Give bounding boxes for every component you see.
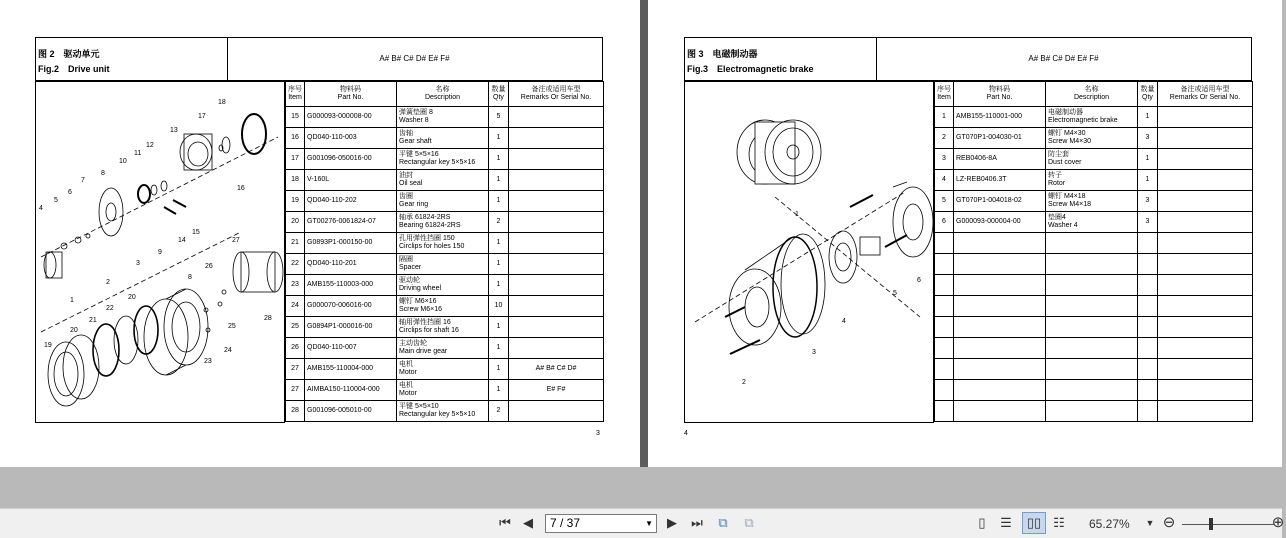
- cell-part-no: QD040-110-007: [305, 338, 397, 359]
- callout-6: 6: [917, 277, 921, 284]
- next-page-icon[interactable]: ▶: [667, 515, 677, 530]
- cell-part-no: G001096-050016-00: [305, 149, 397, 170]
- first-page-icon[interactable]: ⏮: [499, 515, 511, 530]
- cell-part-no: G0894P1-000016-00: [305, 317, 397, 338]
- brake-drawing: [685, 82, 933, 422]
- cell-item: 16: [286, 128, 305, 149]
- cell-qty: 2: [489, 401, 509, 422]
- cell-description: 弹簧垫圈 8 Washer 8: [397, 107, 489, 128]
- cell-description: 主动齿轮 Main drive gear: [397, 338, 489, 359]
- cell-description: 螺钉 M4×18 Screw M4×18: [1046, 191, 1138, 212]
- cell-qty: 5: [489, 107, 509, 128]
- cell-item: 26: [286, 338, 305, 359]
- callout-8: 8: [101, 170, 105, 177]
- table-row: [286, 317, 604, 338]
- callout-8b: 8: [188, 274, 192, 281]
- cell-part-no: AMB155-110004-000: [305, 359, 397, 380]
- cell-remarks: [509, 317, 604, 338]
- cell-description: 电磁制动器 Electromagnetic brake: [1046, 107, 1138, 128]
- callout-28: 28: [264, 315, 272, 322]
- cell-description: 轴用弹性挡圈 16 Circlips for shaft 16: [397, 317, 489, 338]
- figure-title-en: Fig.2 Drive unit: [38, 64, 110, 74]
- callout-2: 2: [742, 379, 746, 386]
- navigation-toolbar: [0, 508, 1285, 538]
- cell-qty: 1: [1138, 107, 1158, 128]
- zoom-dropdown-icon[interactable]: ▼: [1145, 518, 1155, 528]
- callout-7: 7: [81, 177, 85, 184]
- table-row: [286, 359, 604, 380]
- cell-item: 25: [286, 317, 305, 338]
- cell-remarks: [1158, 212, 1253, 233]
- table-row: [286, 254, 604, 275]
- col-description: 名称 Description: [397, 82, 489, 107]
- empty-table-row: [935, 275, 1253, 296]
- col-part-no: 物料码 Part No.: [305, 82, 397, 107]
- cell-description: 齿轴 Gear shaft: [397, 128, 489, 149]
- cell-qty: 3: [1138, 128, 1158, 149]
- callout-22: 22: [106, 305, 114, 312]
- cell-part-no: G001096-005010-00: [305, 401, 397, 422]
- callout-25: 25: [228, 323, 236, 330]
- callout-1: 1: [795, 211, 799, 218]
- cell-item: 1: [935, 107, 954, 128]
- cell-qty: 1: [1138, 170, 1158, 191]
- cell-description: 防尘套 Dust cover: [1046, 149, 1138, 170]
- col-remarks: 备注或适用车型 Remarks Or Serial No.: [509, 82, 604, 107]
- cell-item: 18: [286, 170, 305, 191]
- figure-title-cell: [685, 38, 877, 80]
- cell-remarks: E# F#: [509, 380, 604, 401]
- chevron-down-icon[interactable]: ▼: [645, 519, 653, 528]
- cell-item: 19: [286, 191, 305, 212]
- callout-26: 26: [205, 263, 213, 270]
- cell-remarks: [509, 107, 604, 128]
- cell-remarks: [509, 296, 604, 317]
- cell-part-no: QD040-110-201: [305, 254, 397, 275]
- callout-5: 5: [893, 290, 897, 297]
- cell-qty: 1: [489, 233, 509, 254]
- empty-table-row: [935, 380, 1253, 401]
- single-page-icon[interactable]: ▯: [978, 515, 986, 530]
- previous-view-icon[interactable]: ⧉: [718, 515, 728, 530]
- callout-4: 4: [39, 205, 43, 212]
- empty-table-row: [935, 296, 1253, 317]
- cell-part-no: GT00276-0061824-07: [305, 212, 397, 233]
- cell-qty: 3: [1138, 191, 1158, 212]
- cell-description: 转子 Rotor: [1046, 170, 1138, 191]
- cell-remarks: [1158, 170, 1253, 191]
- cell-part-no: GT070P1-004018-02: [954, 191, 1046, 212]
- cell-part-no: REB0406-8A: [954, 149, 1046, 170]
- callout-6: 6: [68, 189, 72, 196]
- cell-remarks: [509, 233, 604, 254]
- cell-item: 28: [286, 401, 305, 422]
- page-4: [648, 0, 1282, 467]
- table-row: [286, 128, 604, 149]
- cell-description: 螺钉 M4×30 Screw M4×30: [1046, 128, 1138, 149]
- col-qty: 数量 Qty: [1138, 82, 1158, 107]
- cell-description: 驱动轮 Driving wheel: [397, 275, 489, 296]
- callout-17: 17: [198, 113, 206, 120]
- continuous-icon[interactable]: ☰: [1000, 515, 1012, 530]
- cell-description: 平键 5×5×10 Rectangular key 5×5×10: [397, 401, 489, 422]
- exploded-view-brake: [684, 81, 934, 423]
- table-row: [286, 191, 604, 212]
- cell-description: 电机 Motor: [397, 380, 489, 401]
- figure-title-en: Fig.3 Electromagnetic brake: [687, 64, 814, 74]
- cell-qty: 1: [489, 338, 509, 359]
- cell-description: 齿圈 Gear ring: [397, 191, 489, 212]
- table-row: [286, 170, 604, 191]
- callout-20: 20: [128, 294, 136, 301]
- cell-qty: 1: [489, 254, 509, 275]
- cell-item: 17: [286, 149, 305, 170]
- zoom-slider[interactable]: [1182, 524, 1274, 525]
- cell-remarks: [509, 275, 604, 296]
- parts-table-left: [285, 81, 604, 422]
- zoom-slider-thumb[interactable]: [1209, 518, 1213, 530]
- cell-part-no: GT070P1-004030-01: [954, 128, 1046, 149]
- cell-description: 孔用弹性挡圈 150 Circlips for holes 150: [397, 233, 489, 254]
- cell-remarks: [509, 191, 604, 212]
- cell-description: 平键 5×5×16 Rectangular key 5×5×16: [397, 149, 489, 170]
- table-row: [286, 380, 604, 401]
- cell-part-no: V-160L: [305, 170, 397, 191]
- cell-remarks: [509, 128, 604, 149]
- callout-2: 2: [106, 279, 110, 286]
- cell-remarks: A# B# C# D#: [509, 359, 604, 380]
- cell-part-no: LZ-REB0406.3T: [954, 170, 1046, 191]
- col-item: 序号 Item: [935, 82, 954, 107]
- col-remarks: 备注或适用车型 Remarks Or Serial No.: [1158, 82, 1253, 107]
- callout-14: 14: [178, 237, 186, 244]
- cell-remarks: [1158, 107, 1253, 128]
- table-header-row: [935, 82, 1253, 107]
- empty-table-row: [935, 401, 1253, 422]
- zoom-in-icon[interactable]: ⊕: [1271, 514, 1285, 531]
- cell-qty: 1: [489, 380, 509, 401]
- col-item: 序号 Item: [286, 82, 305, 107]
- cell-item: 6: [935, 212, 954, 233]
- cell-item: 5: [935, 191, 954, 212]
- col-part-no: 物料码 Part No.: [954, 82, 1046, 107]
- page-number: 4: [684, 430, 688, 437]
- cell-qty: 10: [489, 296, 509, 317]
- page-number: 3: [596, 430, 600, 437]
- callout-11: 11: [134, 150, 142, 157]
- col-description: 名称 Description: [1046, 82, 1138, 107]
- cell-description: 螺钉 M6×16 Screw M6×16: [397, 296, 489, 317]
- cell-qty: 3: [1138, 212, 1158, 233]
- two-page-icon[interactable]: ▯▯: [1022, 512, 1046, 534]
- table-row: [935, 149, 1253, 170]
- zoom-out-icon[interactable]: ⊖: [1162, 514, 1176, 531]
- callout-5: 5: [54, 197, 58, 204]
- cell-remarks: [509, 149, 604, 170]
- cell-part-no: G000070-006016-00: [305, 296, 397, 317]
- applicable-models: A# B# C# D# E# F#: [1028, 54, 1099, 63]
- figure-title-cn: 图 2 驱动单元: [38, 49, 100, 59]
- empty-table-row: [935, 233, 1253, 254]
- cell-item: 4: [935, 170, 954, 191]
- figure-header: [684, 37, 1252, 81]
- cell-qty: 1: [489, 149, 509, 170]
- last-page-icon[interactable]: ⏭: [691, 515, 703, 530]
- table-row: [935, 191, 1253, 212]
- callout-27: 27: [232, 237, 240, 244]
- callout-4: 4: [842, 318, 846, 325]
- cell-remarks: [509, 212, 604, 233]
- callout-1: 1: [70, 297, 74, 304]
- table-row: [286, 296, 604, 317]
- empty-table-row: [935, 317, 1253, 338]
- callout-15: 15: [192, 229, 200, 236]
- exploded-view-drive-unit: [35, 81, 285, 423]
- callout-21: 21: [89, 317, 97, 324]
- cell-qty: 1: [489, 128, 509, 149]
- table-row: [935, 107, 1253, 128]
- callout-18: 18: [218, 99, 226, 106]
- table-row: [935, 128, 1253, 149]
- callout-19: 19: [44, 342, 52, 349]
- empty-table-row: [935, 359, 1253, 380]
- cell-qty: 1: [1138, 149, 1158, 170]
- cell-part-no: G0893P1-000150-00: [305, 233, 397, 254]
- page-number-input[interactable]: [545, 514, 657, 533]
- empty-table-row: [935, 254, 1253, 275]
- cell-qty: 1: [489, 359, 509, 380]
- callout-23: 23: [204, 358, 212, 365]
- callout-12: 12: [146, 142, 154, 149]
- cell-part-no: AMB155-110001-000: [954, 107, 1046, 128]
- table-row: [286, 233, 604, 254]
- cell-item: 20: [286, 212, 305, 233]
- table-row: [286, 107, 604, 128]
- cell-remarks: [509, 401, 604, 422]
- callout-labels: [39, 99, 272, 365]
- applicable-models: A# B# C# D# E# F#: [379, 54, 450, 63]
- cell-part-no: QD040-110-003: [305, 128, 397, 149]
- figure-title-cell: [36, 38, 228, 80]
- cell-item: 21: [286, 233, 305, 254]
- cell-item: 22: [286, 254, 305, 275]
- table-row: [935, 212, 1253, 233]
- col-qty: 数量 Qty: [489, 82, 509, 107]
- table-row: [286, 149, 604, 170]
- figure-title-cn: 图 3 电磁制动器: [687, 49, 758, 59]
- empty-table-row: [935, 338, 1253, 359]
- table-row: [286, 401, 604, 422]
- callout-20b: 20: [70, 327, 78, 334]
- figure-header: [35, 37, 603, 81]
- cell-remarks: [509, 254, 604, 275]
- table-row: [286, 212, 604, 233]
- cell-remarks: [1158, 191, 1253, 212]
- callout-24: 24: [224, 347, 232, 354]
- parts-table-right: [934, 81, 1253, 422]
- cell-description: 轴承 61824-2RS Bearing 61824-2RS: [397, 212, 489, 233]
- cell-qty: 2: [489, 212, 509, 233]
- cell-remarks: [509, 338, 604, 359]
- cell-item: 27: [286, 380, 305, 401]
- page-value: 7 / 37: [550, 516, 581, 530]
- cell-qty: 1: [489, 170, 509, 191]
- callout-13: 13: [170, 127, 178, 134]
- callout-10: 10: [119, 158, 127, 165]
- cell-part-no: G000093-000008-00: [305, 107, 397, 128]
- page-3: [0, 0, 640, 467]
- cell-qty: 1: [489, 191, 509, 212]
- callout-3: 3: [136, 260, 140, 267]
- callout-9: 9: [158, 249, 162, 256]
- cell-qty: 1: [489, 317, 509, 338]
- cell-description: 隔圈 Spacer: [397, 254, 489, 275]
- cell-part-no: QD040-110-202: [305, 191, 397, 212]
- cell-qty: 1: [489, 275, 509, 296]
- cell-item: 15: [286, 107, 305, 128]
- callout-16: 16: [237, 185, 245, 192]
- cell-remarks: [1158, 128, 1253, 149]
- cell-description: 油封 Oil seal: [397, 170, 489, 191]
- cell-item: 23: [286, 275, 305, 296]
- two-page-continuous-icon[interactable]: ☷: [1053, 515, 1065, 530]
- cell-item: 24: [286, 296, 305, 317]
- table-row: [286, 275, 604, 296]
- cell-item: 3: [935, 149, 954, 170]
- cell-remarks: [1158, 149, 1253, 170]
- cell-part-no: AMB155-110003-000: [305, 275, 397, 296]
- table-header-row: [286, 82, 604, 107]
- cell-item: 27: [286, 359, 305, 380]
- drive-unit-drawing: [36, 82, 284, 422]
- cell-part-no: G000093-000004-00: [954, 212, 1046, 233]
- cell-item: 2: [935, 128, 954, 149]
- zoom-level[interactable]: 65.27%: [1089, 517, 1130, 531]
- cell-description: 电机 Motor: [397, 359, 489, 380]
- cell-remarks: [509, 170, 604, 191]
- cell-part-no: AIMBA150-110004-000: [305, 380, 397, 401]
- cell-description: 垫圈4 Washer 4: [1046, 212, 1138, 233]
- table-row: [286, 338, 604, 359]
- callout-3: 3: [812, 349, 816, 356]
- next-view-icon[interactable]: ⧉: [744, 515, 754, 530]
- table-row: [935, 170, 1253, 191]
- prev-page-icon[interactable]: ◀: [523, 515, 533, 530]
